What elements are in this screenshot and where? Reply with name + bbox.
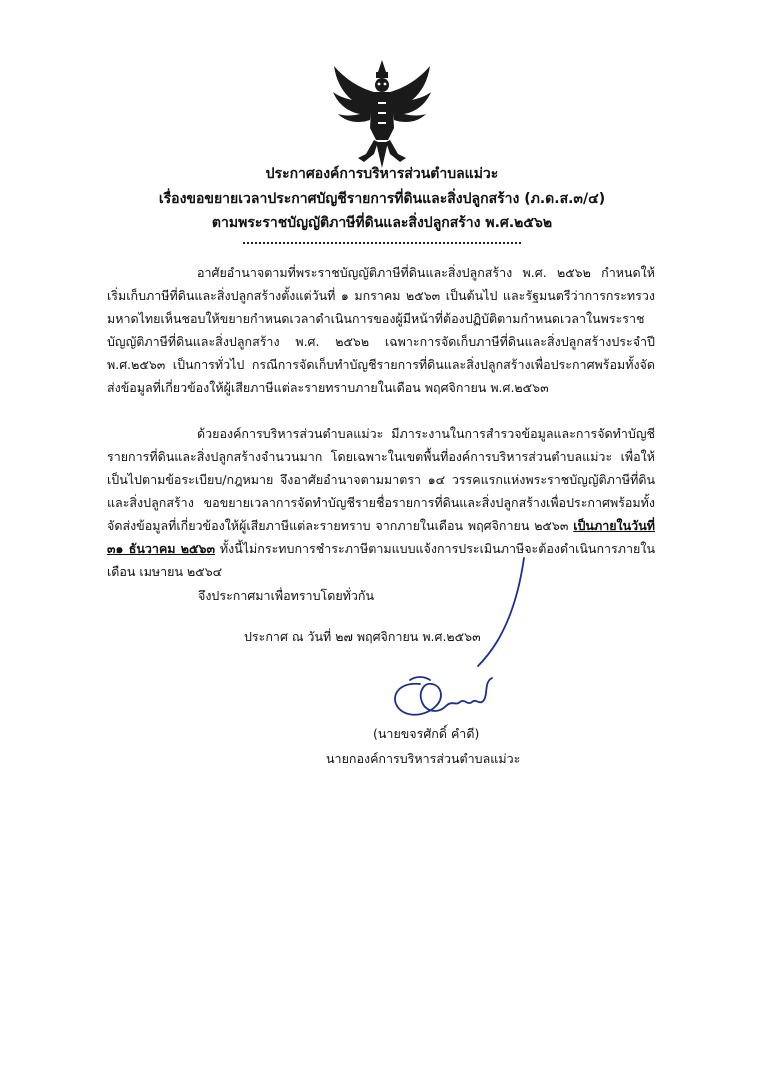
announcement-act-reference: ตามพระราชบัญญัติภาษีที่ดินและสิ่งปลูกสร้าง พ.ศ.๒๕๖๒ [211, 215, 553, 231]
paragraph-2-main: ด้วยองค์การบริหารส่วนตำบลแม่วะ มีภาระงานในการสำรวจข้อมูลและการจัดทำบัญชีรายการที่ดินและสิ่งปลูกสร้างจำนวนมาก โดยเฉพาะในเขตพื้นที่องค์การบริหารส่วนตำบลแม่วะ เพื่อให้เป็นไปตามข้อระเบียบ/กฎหมาย จึงอาศัยอำนาจตามมาตรา ๑๔ วรรคแรกแห่งพระราชบัญญัติภาษีที่ดินและสิ่งปลูกสร้าง ขอขยายเวลาการจัดทำบัญชีรายชื่อรายการที่ดินและสิ่งปลูกสร้างเพื่อประกาศพร้อมทั้ง จัดส่งข้อมูลที่เกี่ยวข้องให้ผู้เสียภาษีแต่ละรายทราบ จากภายในเดือน พฤศจิกายน ๒๕๖๓ [107, 426, 655, 533]
signer-title: นายกองค์การบริหารส่วนตำบลแม่วะ [326, 751, 521, 766]
garuda-emblem-icon [330, 58, 434, 170]
extended-deadline: เป็นภายในวันที่ ๓๑ ธันวาคม ๒๕๖๓ [107, 518, 655, 556]
paragraph-1 [107, 261, 655, 399]
handwritten-signature [380, 556, 540, 726]
paragraph-1-text: อาศัยอำนาจตามที่พระราชบัญญัติภาษีที่ดินและสิ่งปลูกสร้าง พ.ศ. ๒๕๖๒ กำหนดให้เริ่มเก็บภาษีที่ดินและสิ่งปลูกสร้างตั้งแต่วันที่ ๑ มกราคม ๒๕๖๓ เป็นต้นไป และรัฐมนตรีว่าการกระทรวงมหาดไทยเห็นชอบให้ขยายกำหนดเวลาดำเนินการของผู้มีหน้าที่ต้องปฏิบัติตามกำหนดเวลาในพระราชบัญญัติภาษีที่ดินและสิ่งปลูกสร้าง พ.ศ. ๒๕๖๒ เฉพาะการจัดเก็บภาษีที่ดินและสิ่งปลูกสร้างประจำปี พ.ศ.๒๕๖๓ เป็นการทั่วไป กรณีการจัดเก็บทำบัญชีรายการที่ดินและสิ่งปลูกสร้างเพื่อประกาศพร้อมทั้งจัดส่งข้อมูลที่เกี่ยวข้องให้ผู้เสียภาษีแต่ละรายทราบภายในเดือน พฤศจิกายน พ.ศ.๒๕๖๓ [107, 265, 655, 395]
announcement-date: ประกาศ ณ วันที่ ๒๗ พฤศจิกายน พ.ศ.๒๕๖๓ [244, 629, 481, 644]
title-divider [243, 242, 521, 244]
announcement-title: ประกาศองค์การบริหารส่วนตำบลแม่วะ [265, 166, 499, 182]
signer-name: (นายขจรศักดิ์ คำดี) [373, 726, 480, 741]
announcement-subject: เรื่องขอขยายเวลาประกาศบัญชีรายการที่ดินและสิ่งปลูกสร้าง (ภ.ด.ส.๓/๔) [158, 191, 606, 207]
closing-line: จึงประกาศมาเพื่อทราบโดยทั่วกัน [198, 588, 375, 603]
paragraph-2-tail: ทั้งนี้ไม่กระทบการชำระภาษีตามแบบแจ้งการประเมินภาษีจะต้องดำเนินการภายในเดือน เมษายน ๒๕๖๔ [107, 541, 655, 579]
